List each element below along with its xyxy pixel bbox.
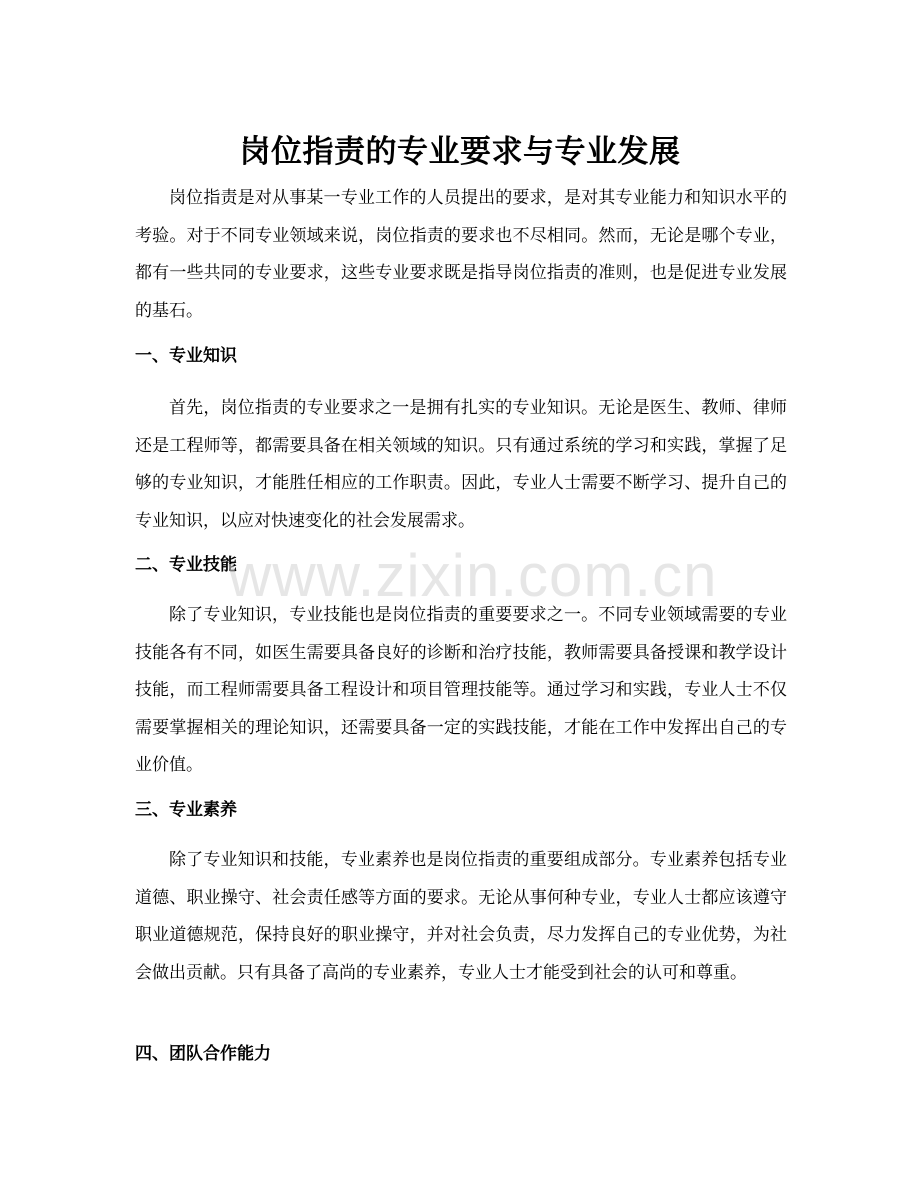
document-title: 岗位指责的专业要求与专业发展: [239, 133, 681, 170]
section-body-skills: 除了专业知识，专业技能也是岗位指责的重要要求之一。不同专业领域需要的专业技能各有不同，如医生需要具备良好的诊断和治疗技能，教师需要具备授课和教学设计技能，而工程师需要具备工程设计和项目管理技能等。通过学习和实践，专业人士不仅需要掌握相关的理论知识，还需要具备一定的实践技能，才能在工作中发挥出自己的专业价值。: [135, 605, 787, 775]
section-heading-knowledge: 一、专业知识: [135, 346, 237, 366]
section-heading-skills: 二、专业技能: [135, 555, 237, 575]
watermark: www.zixin.com.cn: [228, 542, 718, 609]
section-body-literacy: 除了专业知识和技能，专业素养也是岗位指责的重要组成部分。专业素养包括专业道德、职业操守、社会责任感等方面的要求。无论从事何种专业，专业人士都应该遵守职业道德规范，保持良好的职业操守，并对社会负责，尽力发挥自己的专业优势，为社会做出贡献。只有具备了高尚的专业素养，专业人士才能受到社会的认可和尊重。: [135, 850, 787, 983]
intro-paragraph: 岗位指责是对从事某一专业工作的人员提出的要求，是对其专业能力和知识水平的考验。对于不同专业领域来说，岗位指责的要求也不尽相同。然而，无论是哪个专业，都有一些共同的专业要求，这些专业要求既是指导岗位指责的准则，也是促进专业发展的基石。: [135, 188, 787, 321]
section-heading-literacy: 三、专业素养: [135, 800, 237, 820]
section-body-knowledge: 首先，岗位指责的专业要求之一是拥有扎实的专业知识。无论是医生、教师、律师还是工程师等，都需要具备在相关领域的知识。只有通过系统的学习和实践，掌握了足够的专业知识，才能胜任相应的工作职责。因此，专业人士需要不断学习、提升自己的专业知识，以应对快速变化的社会发展需求。: [135, 398, 787, 531]
section-heading-teamwork: 四、团队合作能力: [135, 1044, 271, 1064]
